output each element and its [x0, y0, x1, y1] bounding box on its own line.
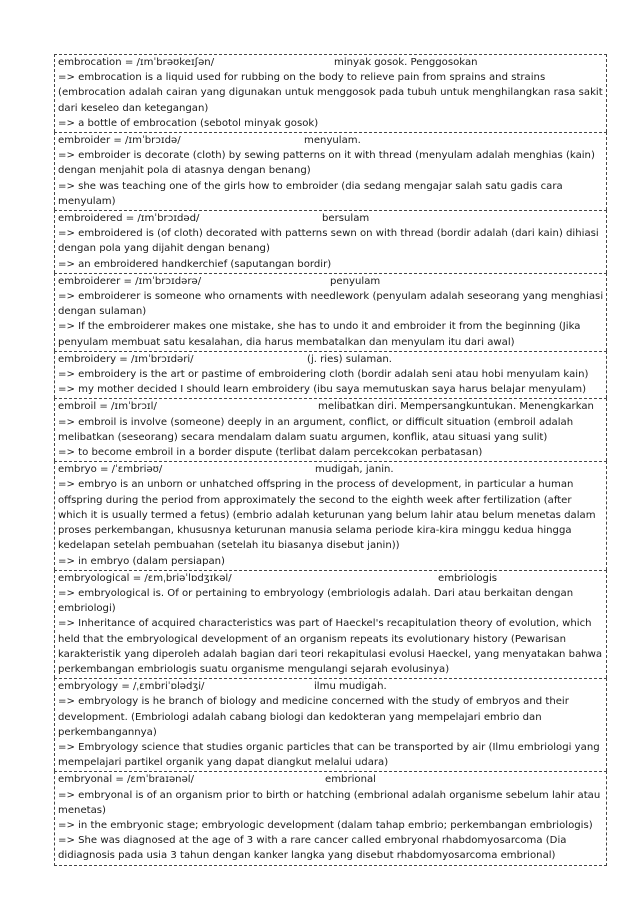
example-line: => If the embroiderer makes one mistake, she has to undo it and embroider it from the beginning (Jika penyulam membuat satu kesalahan, dia harus membatalkan dan menyulam itu dari awal)	[58, 321, 581, 348]
example-line: => she was teaching one of the girls how to embroider (dia sedang mengajar salah satu gadis cara menyulam)	[58, 180, 563, 207]
entry-header	[58, 211, 604, 226]
example-line: => in embryo (dalam persiapan)	[58, 555, 225, 567]
definition-line: => embroil is involve (someone) deeply in an argument, conflict, or difficult situation (embroil adalah melibatkan (seseorang) secara mendalam dalam suatu argumen, konflik, atau situasi yang sulit)	[58, 416, 574, 443]
headword: embroidery = /ɪmˈbrɔɪdəri/	[58, 353, 194, 365]
definition-line: => embryonal is of an organism prior to birth or hatching (embrional adalah organisme sebelum lahir atau menetas)	[58, 789, 601, 816]
translation: menyulam.	[304, 135, 361, 147]
translation: embrional	[325, 774, 376, 786]
dictionary-entry	[54, 398, 607, 461]
translation: penyulam	[330, 275, 381, 287]
entry-header	[58, 679, 604, 694]
dictionary-page	[54, 54, 607, 866]
entry-header	[58, 352, 604, 367]
entry-header	[58, 462, 604, 477]
translation: minyak gosok. Penggosokan	[334, 57, 478, 68]
definition-line: => embroidered is (of cloth) decorated with patterns sewn on with thread (bordir adalah (dari kain) dihiasi dengan pola yang dijahit dengan benang)	[58, 228, 599, 255]
example-line: => my mother decided I should learn embroidery (ibu saya memutuskan saya harus belajar menyulam)	[58, 384, 587, 396]
headword: embryological = /ɛmˌbriəˈlɒdʒɪkəl/	[58, 572, 232, 584]
dictionary-entry	[54, 273, 607, 351]
definition-line: => embryological is. Of or pertaining to embryology (embriologis adalah. Dari atau berkaitan dengan embriologi)	[58, 587, 574, 615]
entry-header	[58, 274, 604, 289]
dictionary-entry	[54, 351, 607, 399]
dictionary-entry	[54, 771, 607, 865]
dictionary-entry	[54, 678, 607, 771]
example-line: => in the embryonic stage; embryologic development (dalam tahap embrio; perkembangan embriologis)	[58, 819, 593, 831]
dictionary-entry	[54, 54, 607, 132]
entry-header	[58, 571, 604, 586]
entry-header	[58, 399, 604, 414]
example-line: => a bottle of embrocation (sebotol minyak gosok)	[58, 117, 319, 129]
dictionary-entry	[54, 210, 607, 273]
headword: embroidered = /ɪmˈbrɔɪdəd/	[58, 213, 200, 225]
headword: embryonal = /ɛmˈbraɪənəl/	[58, 774, 194, 786]
headword: embroider = /ɪmˈbrɔɪdə/	[58, 135, 181, 147]
headword: embroil = /ɪmˈbrɔɪl/	[58, 401, 157, 413]
headword: embryo = /ˈɛmbriəʊ/	[58, 464, 163, 476]
translation: mudigah, janin.	[315, 464, 394, 476]
translation: (j. ries) sulaman.	[307, 353, 392, 365]
headword: embroiderer = /ɪmˈbrɔɪdərə/	[58, 275, 202, 287]
dictionary-entry	[54, 132, 607, 210]
translation: ilmu mudigah.	[314, 681, 387, 693]
definition-line: => embrocation is a liquid used for rubbing on the body to relieve pain from sprains and strains (embrocation adalah cairan yang digunakan untuk menggosok pada tubuh untuk menghilangkan rasa sakit dari keseleo dan ketegangan)	[58, 72, 603, 114]
entry-header	[58, 772, 604, 787]
headword: embrocation = /ɪmˈbrəʊkeɪʃən/	[58, 57, 215, 68]
dictionary-entry	[54, 570, 607, 678]
entry-header	[58, 55, 604, 70]
headword: embryology = /ˌɛmbriˈɒlədʒi/	[58, 681, 205, 693]
entry-header	[58, 133, 604, 148]
definition-line: => embryology is he branch of biology and medicine concerned with the study of embryos and their development. (Embriologi adalah cabang biologi dan kedokteran yang mempelajari embrio dan perkembangannya)	[58, 696, 569, 738]
example-line: => to become embroil in a border dispute (terlibat dalam percekcokan perbatasan)	[58, 447, 483, 459]
dictionary-entry	[54, 461, 607, 569]
translation: bersulam	[322, 213, 370, 225]
example-line: => Inheritance of acquired characteristics was part of Haeckel's recapitulation theory of evolution, which held that the embryological development of an organism repeats its evolutionary history (Pewarisan karakteristik yang diperoleh adalah bagian dari teori rekapitulasi evolusi Haeckel, yang menyatakan bahwa perkembangan embriologis suatu organisme mengulangi sejarah evolusinya)	[58, 618, 603, 675]
translation: embriologis	[438, 572, 498, 584]
example-line: => She was diagnosed at the age of 3 with a rare cancer called embryonal rhabdomyosarcoma (Dia didiagnosis pada usia 3 tahun dengan kanker langka yang disebut rhabdomyosarcoma embrional)	[58, 835, 567, 862]
example-line: => an embroidered handkerchief (saputangan bordir)	[58, 258, 332, 270]
example-line: => Embryology science that studies organic particles that can be transported by air (Ilmu embriologi yang mempelajari partikel organik yang dapat diangkut melalui udara)	[58, 741, 600, 769]
translation: melibatkan diri. Mempersangkuntukan. Menengkarkan	[318, 401, 594, 413]
definition-line: => embroiderer is someone who ornaments with needlework (penyulam adalah seseorang yang menghiasi dengan sulaman)	[58, 291, 604, 318]
definition-line: => embryo is an unborn or unhatched offspring in the process of development, in particular a human offspring during the period from approximately the second to the eighth week after fertilization (after which it is usually termed a fetus) (embrio adalah keturunan yang belum lahir atau belum menetas dalam proses perkembangan, khususnya keturunan manusia selama periode kira-kira minggu kedua hingga kedelapan setelah pembuahan (setelah itu biasanya disebut janin))	[58, 479, 596, 552]
definition-line: => embroider is decorate (cloth) by sewing patterns on it with thread (menyulam adalah menghias (kain) dengan menjahit pola di atasnya dengan benang)	[58, 150, 595, 177]
definition-line: => embroidery is the art or pastime of embroidering cloth (bordir adalah seni atau hobi menyulam kain)	[58, 369, 589, 381]
